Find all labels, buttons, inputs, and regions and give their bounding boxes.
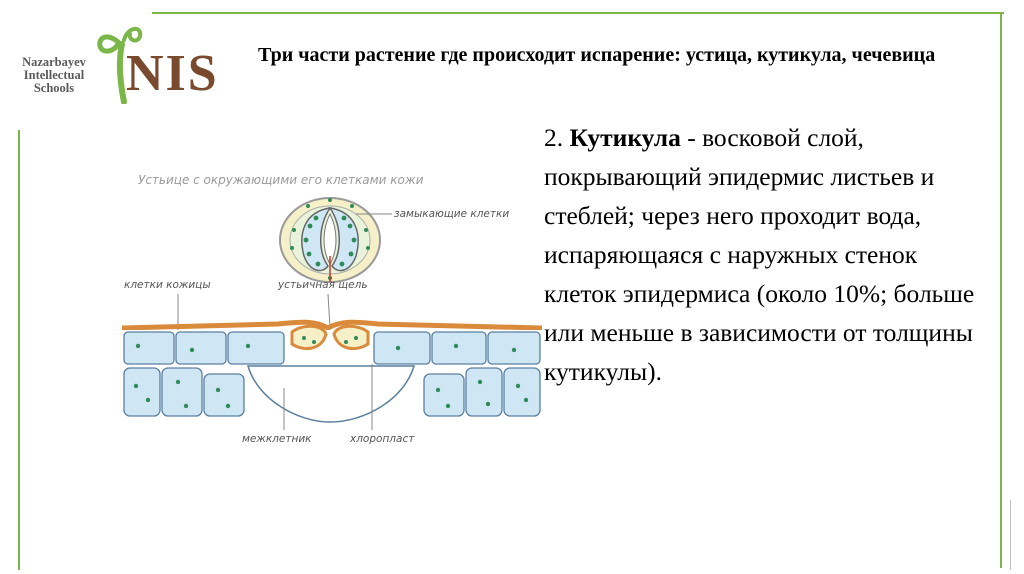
definition-term: Кутикула [569,123,681,152]
stomata-diagram [118,160,548,460]
frame-top-line [152,12,1004,14]
label-skin-cells: клетки кожицы [124,279,211,291]
label-chloroplast: хлоропласт [350,433,415,445]
logo-line-1: Nazarbayev [22,55,86,69]
frame-right-line [1000,12,1002,568]
logo-line-2: Intellectual [23,68,85,82]
nis-logo [8,20,238,110]
logo-brand: NIS [126,45,219,102]
frame-left-line [18,130,20,570]
definition-paragraph [544,118,994,391]
frame-right-gray-line [1010,500,1011,570]
stomata-top-view [280,198,380,282]
diagram-caption: Устьице с окружающими его клетками кожи [138,173,424,187]
label-stomatal-slit: устьичная щель [278,279,368,291]
definition-text: - восковой слой, покрывающий эпидермис листьев и стеблей; через него проходит вода, испаряющаяся с наружных стенок клеток эпидермиса (около 10%; больше или меньше в зависимости от толщины кутикулы). [544,123,975,386]
label-guard-cells: замыкающие клетки [394,208,510,220]
label-intercellular: межклетник [242,433,312,445]
logo-line-3: Schools [33,81,75,95]
logo-school-name [8,56,100,95]
slide-title: Три части растение где происходит испарение: устица, кутикула, чечевица [258,44,936,66]
definition-number: 2. [544,123,564,152]
leaf-cross-section [122,322,542,422]
